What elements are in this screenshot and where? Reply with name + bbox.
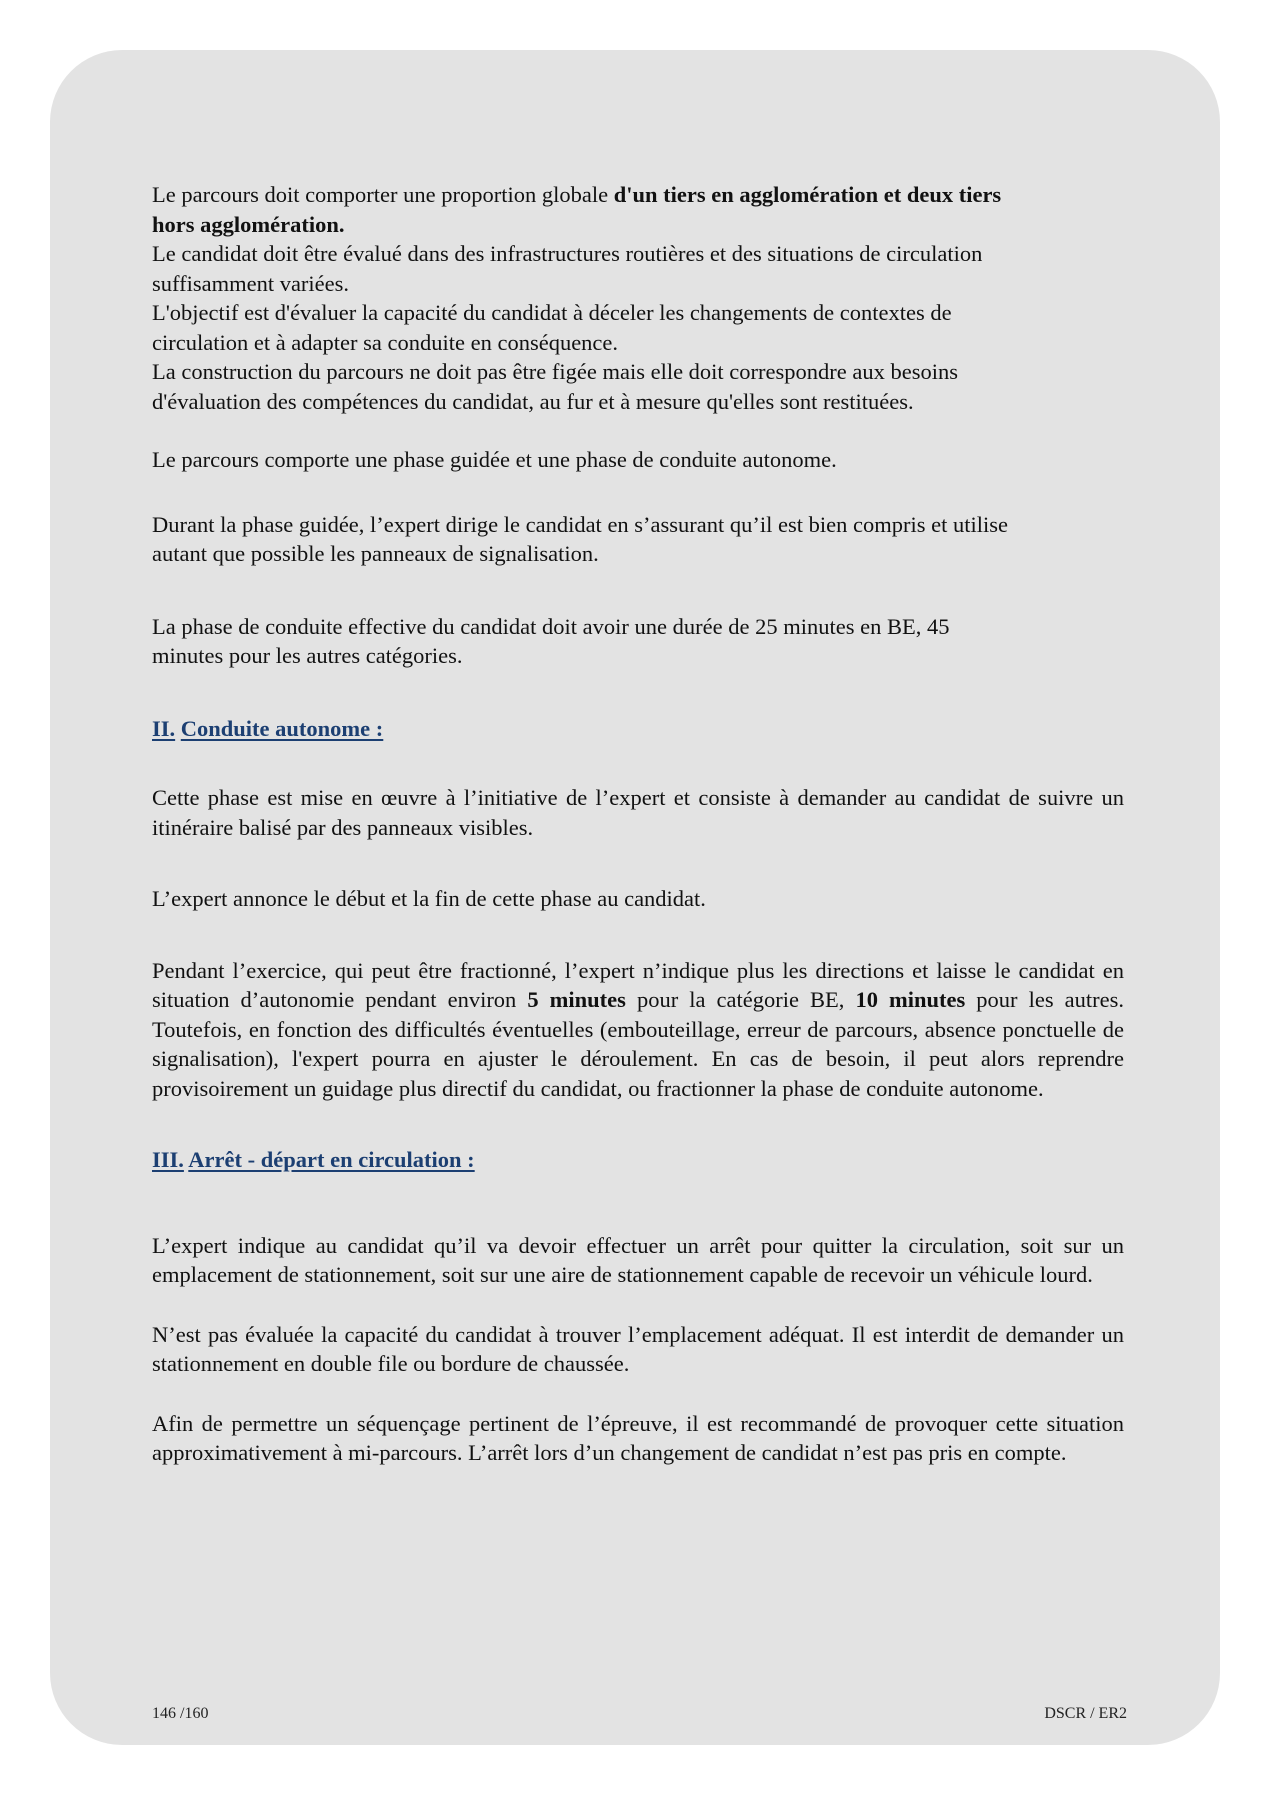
intro-paragraph-7: La phase de conduite effective du candidat doit avoir une durée de 25 minutes en BE, 45 minutes pour les autres catégories. — [152, 613, 950, 668]
section-2-heading — [152, 714, 1124, 744]
intro-paragraph-4: La construction du parcours ne doit pas être figée mais elle doit correspondre aux besoins d'évaluation des compétences du candidat, au fur et à mesure qu'elles sont restituées. — [152, 359, 958, 414]
section-2-paragraph-2: L’expert annonce le début et la fin de cette phase au candidat. — [152, 886, 706, 911]
intro-paragraph-3: L'objectif est d'évaluer la capacité du candidat à déceler les changements de contextes de circulation et à adapter sa conduite en conséquence. — [152, 300, 952, 355]
intro-paragraph-5: Le parcours comporte une phase guidée et une phase de conduite autonome. — [152, 447, 837, 472]
section-3-paragraph-3: Afin de permettre un séquençage pertinent de l’épreuve, il est recommandé de provoquer cette situation approximativement à mi-parcours. L’arrêt lors d’un changement de candidat n’est pas pris en compte. — [152, 1410, 1124, 1465]
section-3-paragraph-1: L’expert indique au candidat qu’il va devoir effectuer un arrêt pour quitter la circulation, soit sur un emplacement de stationnement, soit sur une aire de stationnement capable de recevoir un véhicule lourd. — [152, 1232, 1124, 1287]
section-2-paragraph-1: Cette phase est mise en œuvre à l’initiative de l’expert et consiste à demander au candidat de suivre un itinéraire balisé par des panneaux visibles. — [152, 785, 1124, 840]
intro-paragraph-6: Durant la phase guidée, l’expert dirige le candidat en s’assurant qu’il est bien compris et utilise autant que possible les panneaux de signalisation. — [152, 511, 1008, 566]
document-body — [152, 180, 1124, 1468]
section-3-title: Arrêt - départ en circulation : — [188, 1147, 475, 1172]
section-2-number: II. — [152, 715, 176, 741]
intro-paragraph-1: Le parcours doit comporter une proportion globale d'un tiers en agglomération et deux tiers hors agglomération. — [152, 182, 1002, 237]
section-2-paragraph-3: Pendant l’exercice, qui peut être fractionné, l’expert n’indique plus les directions et laisse le candidat en situation d’autonomie pendant environ 5 minutes pour la catégorie BE, 10 minutes pour les autres. Toutefois, en fonction des difficultés éventuelles (embouteillage, erreur de parcours, absence ponctuelle de signalisation), l'expert pourra en ajuster le déroulement. En cas de besoin, il peut alors reprendre provisoirement un guidage plus directif du candidat, ou fractionner la phase de conduite autonome. — [152, 957, 1124, 1101]
section-2-title: Conduite autonome : — [180, 715, 384, 741]
document-reference: DSCR / ER2 — [1044, 1705, 1127, 1722]
intro-paragraph-2: Le candidat doit être évalué dans des infrastructures routières et des situations de circulation suffisamment variées. — [152, 241, 983, 296]
section-3-paragraph-2: N’est pas évaluée la capacité du candidat à trouver l’emplacement adéquat. Il est interdit de demander un stationnement en double file ou bordure de chaussée. — [152, 1321, 1124, 1376]
section-3-heading — [152, 1145, 1124, 1175]
section-3-number: III. — [152, 1147, 184, 1172]
page-number: 146 /160 — [152, 1705, 209, 1722]
